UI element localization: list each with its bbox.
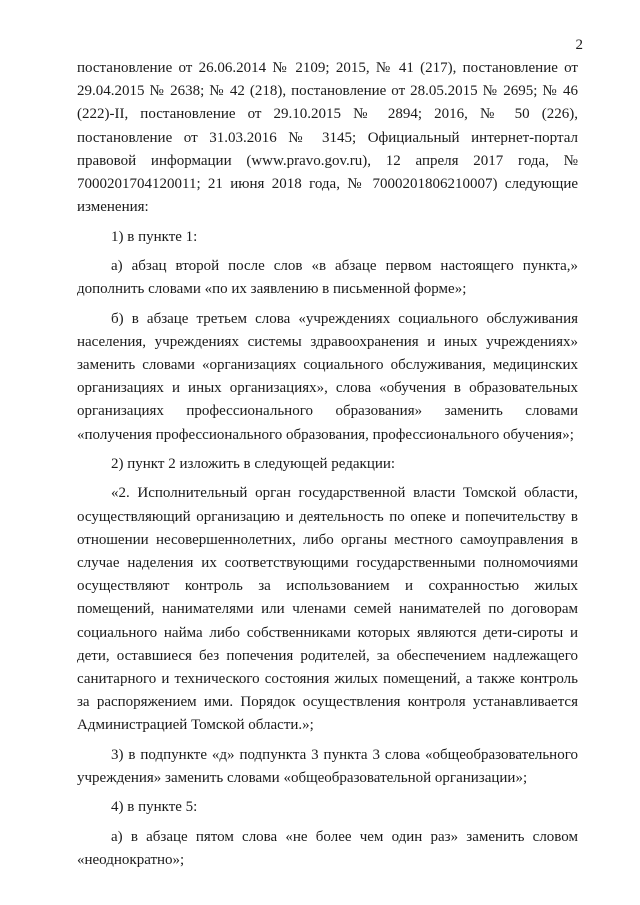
document-body	[77, 57, 578, 878]
paragraph-item-2: 2) пункт 2 изложить в следующей редакции:	[111, 456, 396, 472]
paragraph-item-1a: а) абзац второй после слов «в абзаце первом настоящего пункта,» дополнить словами «по их заявлению в письменной форме»;	[77, 258, 578, 298]
paragraph-preamble-continuation: постановление от 26.06.2014 № 2109; 2015, № 41 (217), постановление от 29.04.2015 № 2638; № 42 (218), постановление от 28.05.2015 № 2695; № 46 (222)-II, постановление от 29.10.2015 № 2894; 2016, № 50 (226), постановление от 31.03.2016 № 3145; Официальный интернет-портал правовой информации (www.pravo.gov.ru), 12 апреля 2017 года, № 7000201704120011; 21 июня 2018 года, № 7000201806210007) следующие изменения:	[77, 60, 578, 216]
paragraph-item-1b: б) в абзаце третьем слова «учреждениях социального обслуживания населения, учреждениях системы здравоохранения и иных учреждениях» заменить словами «организациях социального обслуживания, медицинских организациях и иных организациях», слова «обучения в образовательных организациях профессионального образования» заменить словами «получения профессионального образования, профессионального обучения»;	[77, 310, 578, 443]
paragraph-item-4: 4) в пункте 5:	[111, 799, 198, 816]
paragraph-item-1: 1) в пункте 1:	[111, 228, 198, 245]
page-number: 2	[575, 37, 583, 53]
paragraph-item-3: 3) в подпункте «д» подпункта 3 пункта 3 слова «общеобразовательного учреждения» заменить словами «общеобразовательной организации»;	[77, 746, 578, 787]
paragraph-item-4a: а) в абзаце пятом слова «не более чем один раз» заменить словом «неоднократно»;	[77, 828, 578, 868]
paragraph-item-2-new-text: «2. Исполнительный орган государственной власти Томской области, осуществляющий организацию и деятельность по опеке и попечительству в отношении несовершеннолетних, либо органы местного самоуправления в случае наделения их соответствующими государственными полномочиями осуществляют контроль за использованием и сохранностью жилых помещений, нанимателями или членами семей нанимателей по договорам социального найма либо собственниками которых являются дети-сироты и дети, оставшиеся без попечения родителей, за обеспечением надлежащего санитарного и технического состояния жилых помещений, а также контроль за распоряжением ими. Порядок осуществления контроля устанавливается Администрацией Томской области.»;	[77, 485, 578, 734]
